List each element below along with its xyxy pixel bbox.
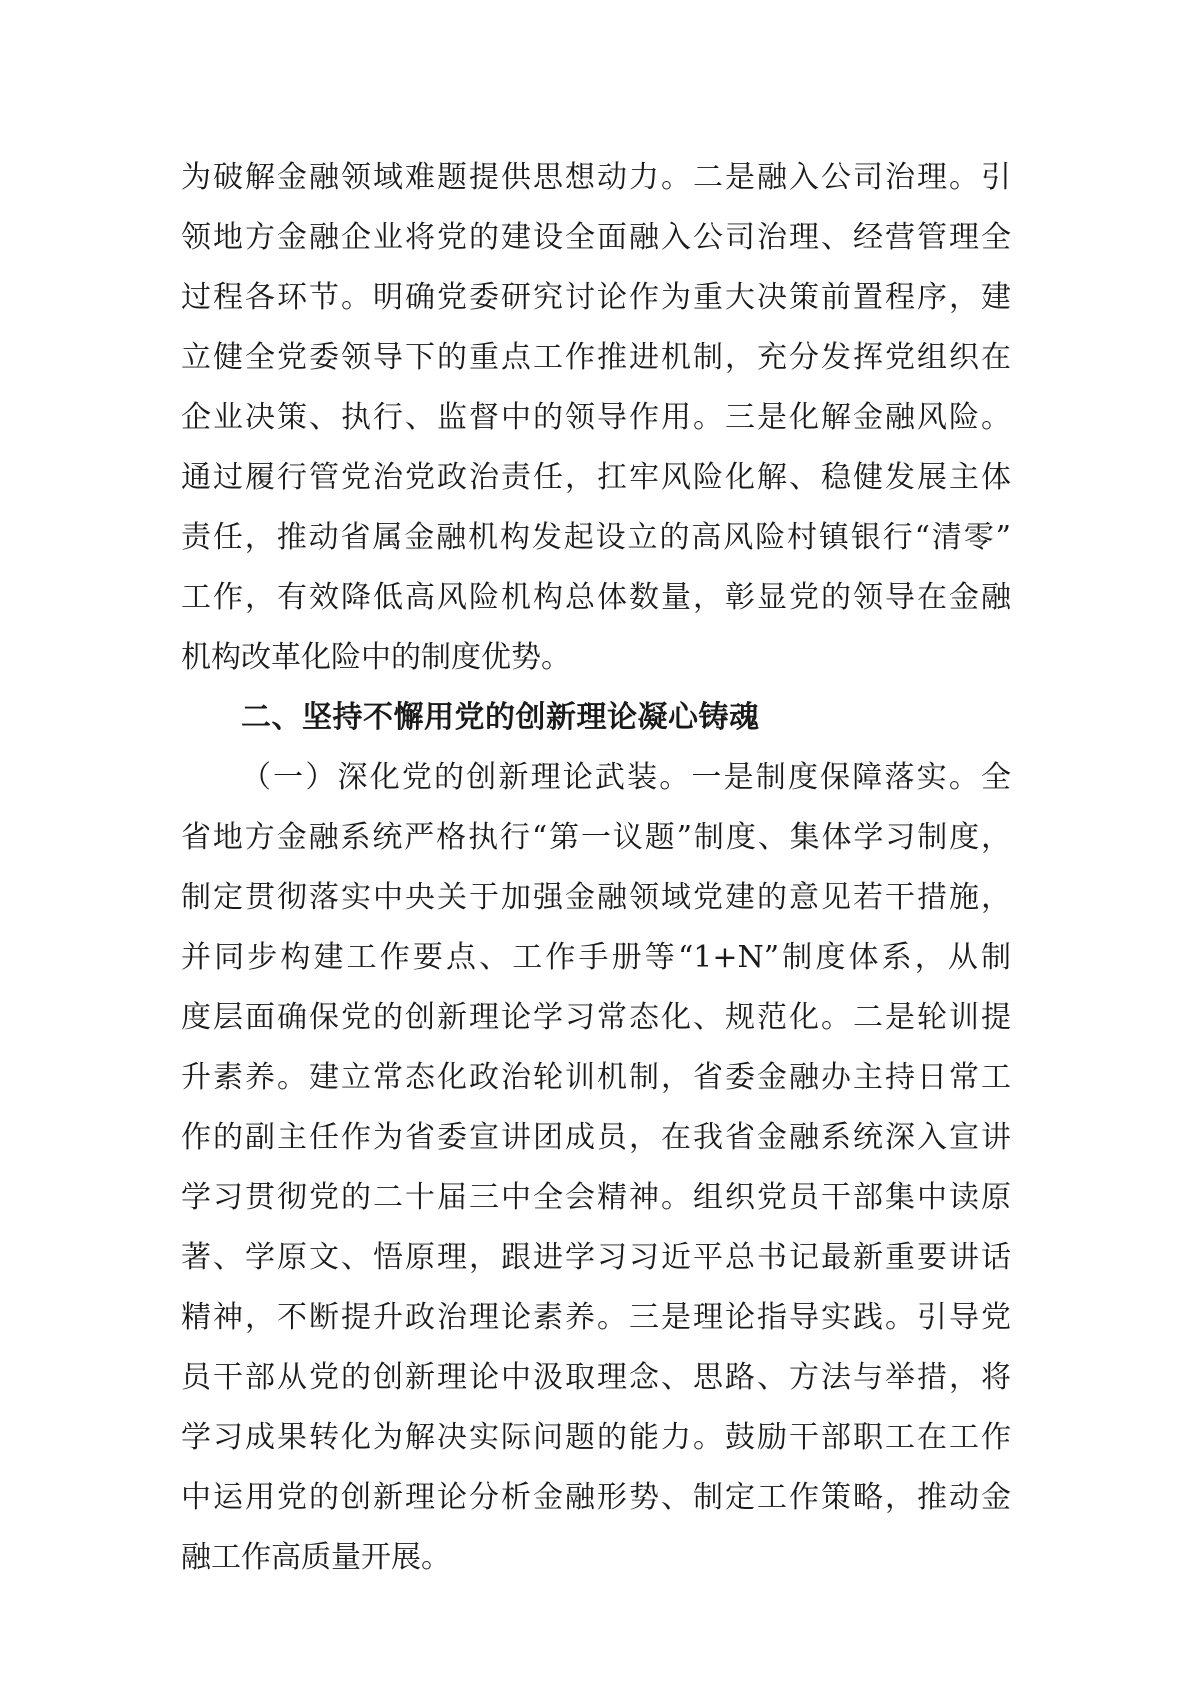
paragraph-line: 中运用党的创新理论分析金融形势、制定工作策略，推动金: [181, 1480, 1011, 1515]
paragraph-line: 升素养。建立常态化政治轮训机制，省委金融办主持日常工: [181, 1060, 1011, 1095]
paragraph-line: 制定贯彻落实中央关于加强金融领域党建的意见若干措施，: [181, 880, 1011, 915]
paragraph-line: 工作，有效降低高风险机构总体数量，彰显党的领导在金融: [181, 580, 1011, 615]
paragraph-line: 学习成果转化为解决实际问题的能力。鼓励干部职工在工作: [181, 1420, 1011, 1455]
section-heading: 二、坚持不懈用党的创新理论凝心铸魂: [241, 700, 760, 735]
paragraph-line: （一）深化党的创新理论武装。一是制度保障落实。全: [241, 760, 1011, 795]
paragraph-line: 机构改革化险中的制度优势。: [181, 640, 571, 675]
paragraph-line: 领地方金融企业将党的建设全面融入公司治理、经营管理全: [181, 220, 1011, 255]
paragraph-line: 作的副主任作为省委宣讲团成员，在我省金融系统深入宣讲: [181, 1120, 1011, 1155]
paragraph-line: 通过履行管党治党政治责任，扛牢风险化解、稳健发展主体: [181, 460, 1011, 495]
paragraph-line: 为破解金融领域难题提供思想动力。二是融入公司治理。引: [181, 160, 1011, 195]
paragraph-line: 员干部从党的创新理论中汲取理念、思路、方法与举措，将: [181, 1360, 1011, 1395]
paragraph-line: 并同步构建工作要点、工作手册等“1+N”制度体系，从制: [181, 940, 1011, 975]
paragraph-line: 过程各环节。明确党委研究讨论作为重大决策前置程序，建: [181, 280, 1011, 315]
paragraph-line: 精神，不断提升政治理论素养。三是理论指导实践。引导党: [181, 1300, 1011, 1335]
paragraph-line: 责任，推动省属金融机构发起设立的高风险村镇银行“清零”: [181, 520, 1011, 555]
paragraph-line: 立健全党委领导下的重点工作推进机制，充分发挥党组织在: [181, 340, 1011, 375]
document-body: [181, 148, 1011, 1588]
paragraph-line: 省地方金融系统严格执行“第一议题”制度、集体学习制度，: [181, 820, 1011, 855]
paragraph-line: 企业决策、执行、监督中的领导作用。三是化解金融风险。: [181, 400, 1011, 435]
paragraph-line: 学习贯彻党的二十届三中全会精神。组织党员干部集中读原: [181, 1180, 1011, 1215]
paragraph-line: 度层面确保党的创新理论学习常态化、规范化。二是轮训提: [181, 1000, 1011, 1035]
paragraph-line: 著、学原文、悟原理，跟进学习习近平总书记最新重要讲话: [181, 1240, 1011, 1275]
paragraph-line: 融工作高质量开展。: [181, 1540, 451, 1575]
